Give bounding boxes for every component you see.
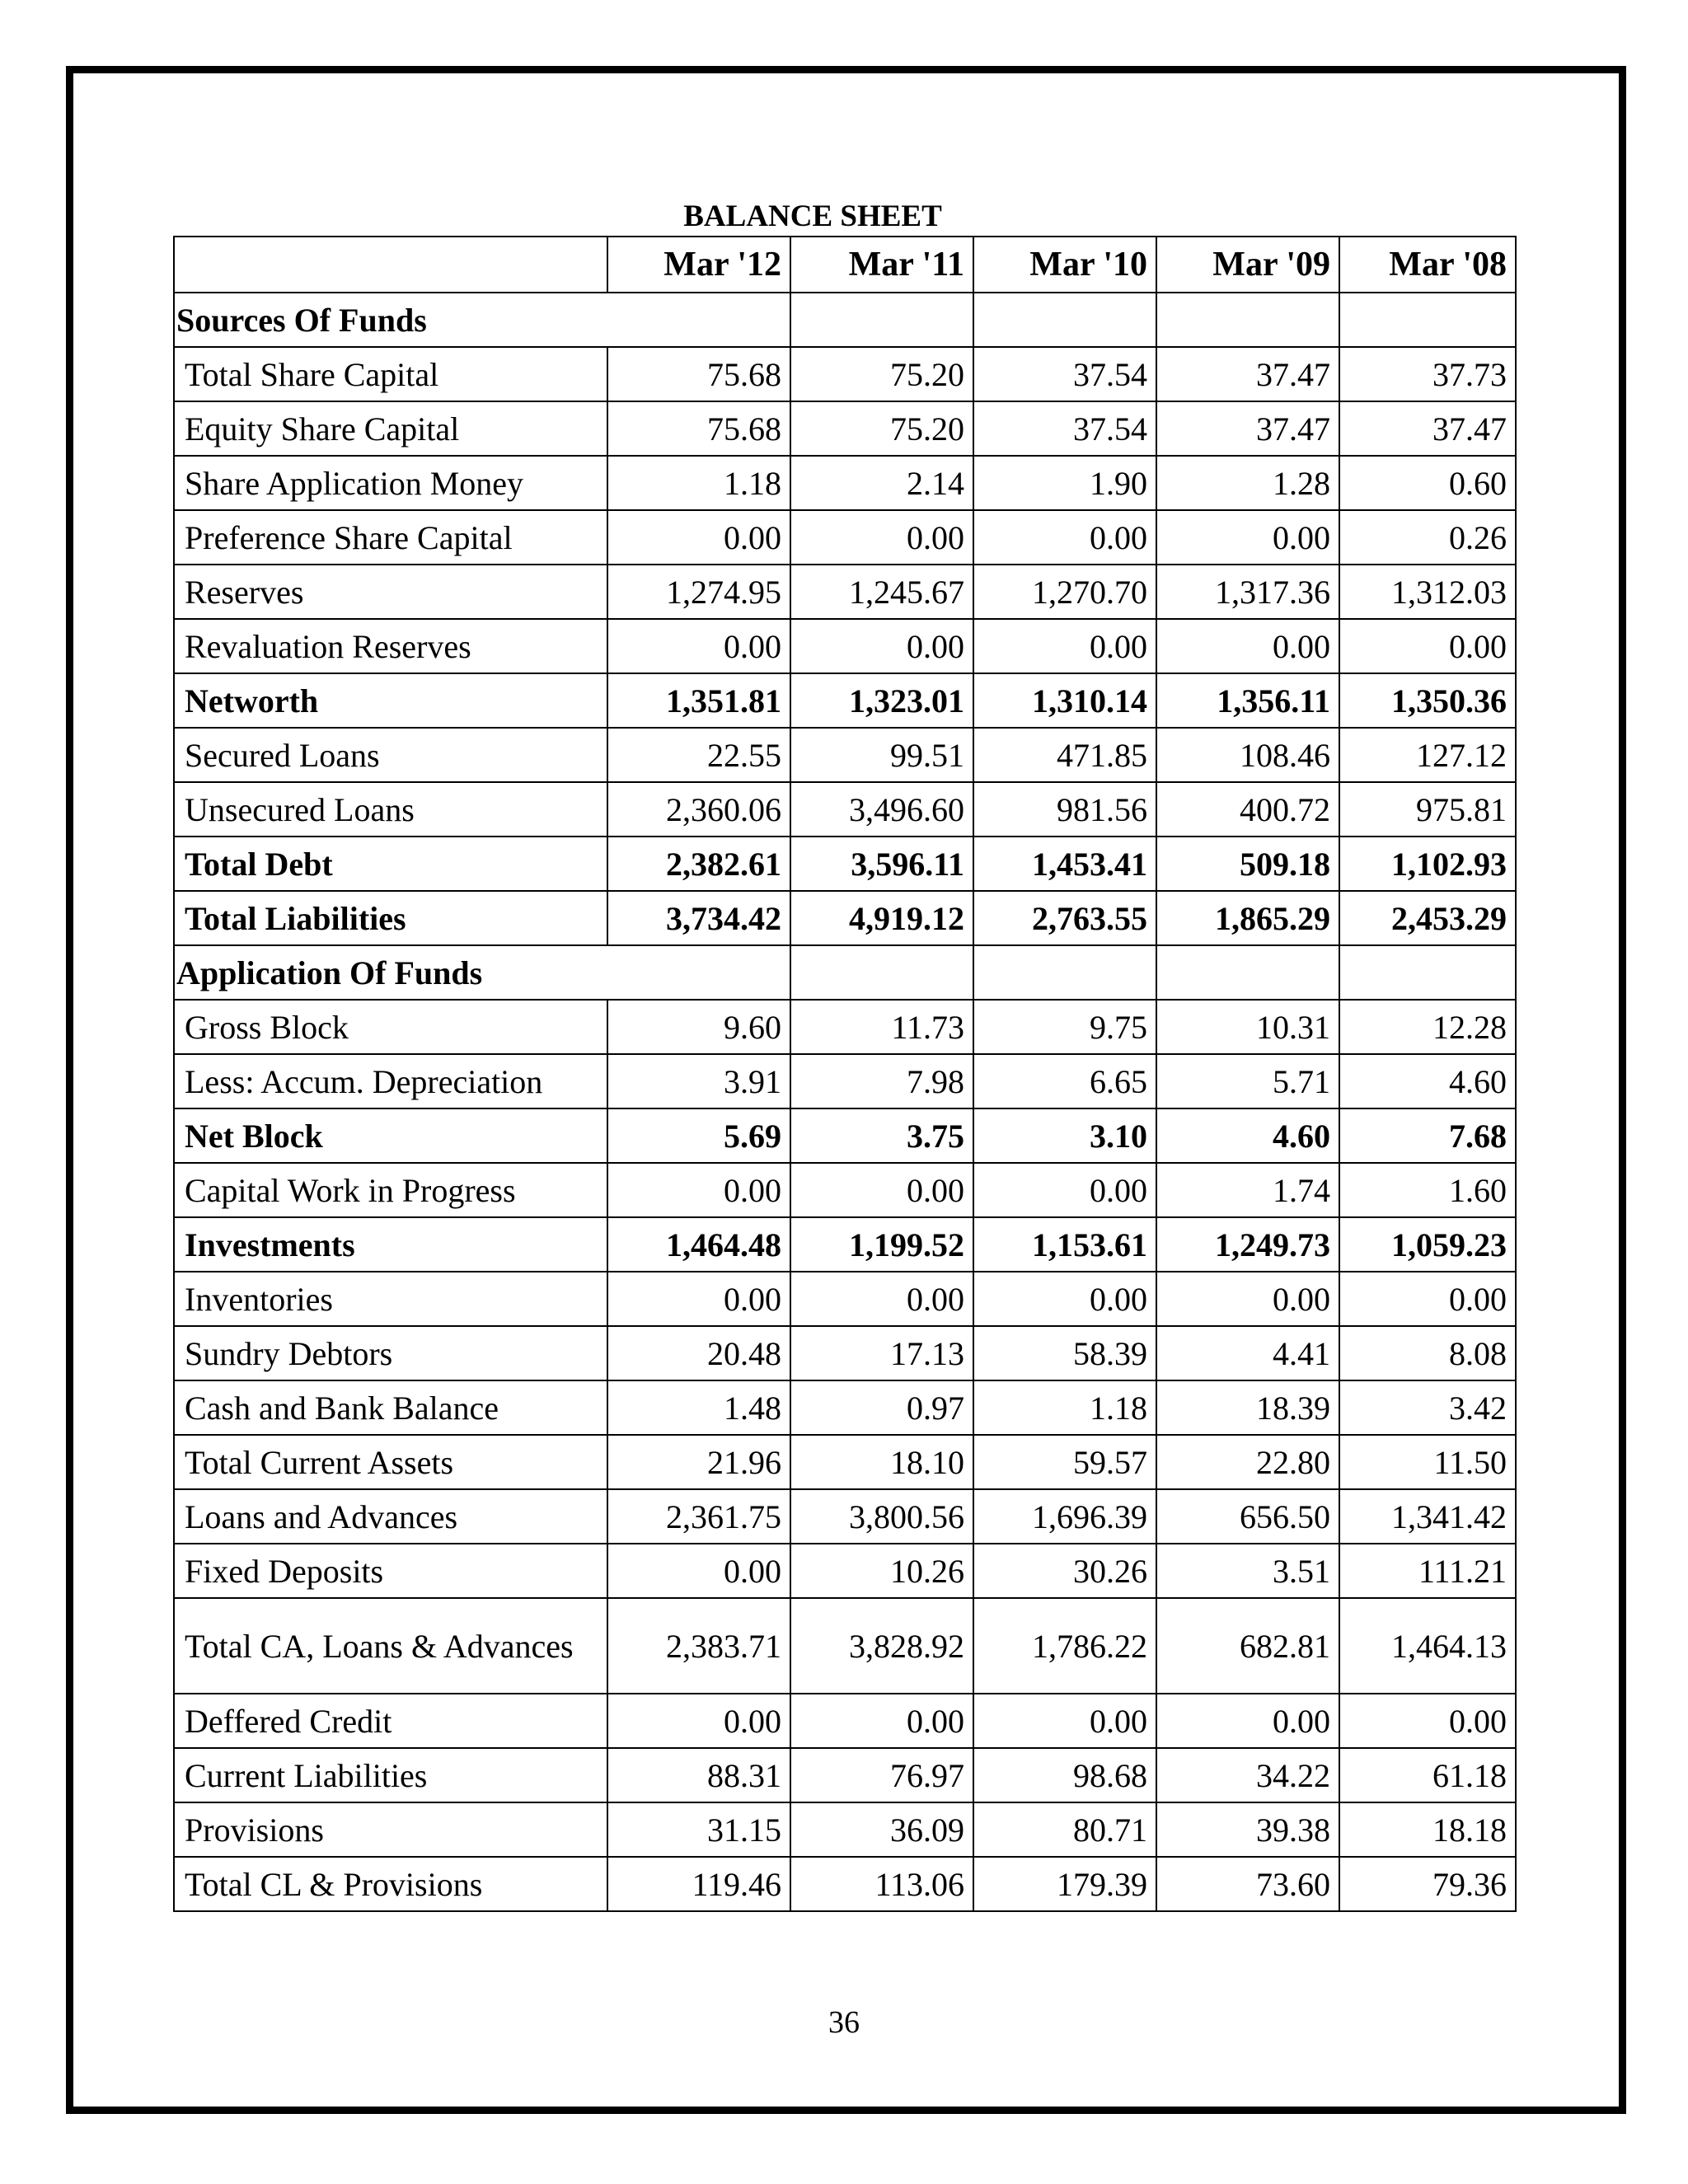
value-cell: 88.31 [607,1748,790,1802]
table-row [174,782,1516,837]
row-label: Loans and Advances [174,1489,607,1544]
value-cell: 1,199.52 [790,1217,973,1272]
table-row [174,1217,1516,1272]
value-cell: 98.68 [973,1748,1156,1802]
value-cell: 11.73 [790,1000,973,1054]
value-cell: 0.00 [1339,619,1516,673]
table-row [174,1000,1516,1054]
table-row [174,1054,1516,1108]
value-cell: 2,453.29 [1339,891,1516,945]
value-cell: 34.22 [1156,1748,1339,1802]
row-label: Equity Share Capital [174,401,607,456]
value-cell: 3,596.11 [790,837,973,891]
column-header: Mar '09 [1156,237,1339,293]
column-header: Mar '08 [1339,237,1516,293]
row-label: Share Application Money [174,456,607,510]
value-cell: 36.09 [790,1802,973,1857]
value-cell: 108.46 [1156,728,1339,782]
row-label: Total Share Capital [174,347,607,401]
value-cell: 30.26 [973,1544,1156,1598]
table-row [174,456,1516,510]
value-cell: 3.10 [973,1108,1156,1163]
value-cell: 3,734.42 [607,891,790,945]
row-label: Total CL & Provisions [174,1857,607,1911]
value-cell: 17.13 [790,1326,973,1380]
value-cell: 1,270.70 [973,565,1156,619]
value-cell: 61.18 [1339,1748,1516,1802]
value-cell: 58.39 [973,1326,1156,1380]
value-cell: 1,102.93 [1339,837,1516,891]
value-cell: 8.08 [1339,1326,1516,1380]
value-cell: 1,249.73 [1156,1217,1339,1272]
section-blank-cell [790,945,973,1000]
table-row [174,1598,1516,1694]
value-cell: 10.26 [790,1544,973,1598]
row-label: Networth [174,673,607,728]
value-cell: 3.75 [790,1108,973,1163]
column-header: Mar '11 [790,237,973,293]
value-cell: 1,786.22 [973,1598,1156,1694]
value-cell: 7.68 [1339,1108,1516,1163]
value-cell: 22.55 [607,728,790,782]
value-cell: 6.65 [973,1054,1156,1108]
page-number: 36 [828,2005,860,2040]
value-cell: 1,356.11 [1156,673,1339,728]
value-cell: 18.10 [790,1435,973,1489]
row-label: Unsecured Loans [174,782,607,837]
table-row [174,1163,1516,1217]
value-cell: 76.97 [790,1748,973,1802]
value-cell: 509.18 [1156,837,1339,891]
value-cell: 2,763.55 [973,891,1156,945]
value-cell: 1,245.67 [790,565,973,619]
row-label: Net Block [174,1108,607,1163]
value-cell: 75.68 [607,347,790,401]
value-cell: 1,274.95 [607,565,790,619]
value-cell: 0.00 [1156,510,1339,565]
row-label: Fixed Deposits [174,1544,607,1598]
value-cell: 37.47 [1156,347,1339,401]
value-cell: 0.00 [1156,1694,1339,1748]
section-row [174,293,1516,347]
row-label: Reserves [174,565,607,619]
row-label: Deffered Credit [174,1694,607,1748]
value-cell: 0.97 [790,1380,973,1435]
value-cell: 0.00 [790,619,973,673]
value-cell: 0.00 [607,510,790,565]
table-row [174,565,1516,619]
value-cell: 113.06 [790,1857,973,1911]
table-row [174,837,1516,891]
value-cell: 1,464.13 [1339,1598,1516,1694]
value-cell: 4.41 [1156,1326,1339,1380]
value-cell: 1,059.23 [1339,1217,1516,1272]
value-cell: 0.00 [790,510,973,565]
value-cell: 2,383.71 [607,1598,790,1694]
table-row [174,347,1516,401]
row-label: Revaluation Reserves [174,619,607,673]
column-header: Mar '12 [607,237,790,293]
value-cell: 1,312.03 [1339,565,1516,619]
table-row [174,510,1516,565]
value-cell: 9.75 [973,1000,1156,1054]
value-cell: 0.60 [1339,456,1516,510]
table-row [174,1326,1516,1380]
section-blank-cell [790,293,973,347]
value-cell: 79.36 [1339,1857,1516,1911]
value-cell: 20.48 [607,1326,790,1380]
value-cell: 0.00 [790,1694,973,1748]
value-cell: 12.28 [1339,1000,1516,1054]
value-cell: 0.00 [973,1694,1156,1748]
value-cell: 682.81 [1156,1598,1339,1694]
value-cell: 7.98 [790,1054,973,1108]
value-cell: 0.00 [1156,619,1339,673]
column-header: Mar '10 [973,237,1156,293]
value-cell: 1.18 [607,456,790,510]
value-cell: 0.00 [607,1272,790,1326]
row-label: Total Current Assets [174,1435,607,1489]
value-cell: 0.00 [973,1272,1156,1326]
section-row [174,945,1516,1000]
table-row [174,1802,1516,1857]
value-cell: 75.20 [790,401,973,456]
value-cell: 0.00 [973,510,1156,565]
sheet-title: BALANCE SHEET [683,199,942,233]
value-cell: 5.71 [1156,1054,1339,1108]
table-row [174,1489,1516,1544]
value-cell: 0.00 [607,619,790,673]
row-label: Cash and Bank Balance [174,1380,607,1435]
value-cell: 37.54 [973,347,1156,401]
value-cell: 18.39 [1156,1380,1339,1435]
section-blank-cell [973,293,1156,347]
value-cell: 471.85 [973,728,1156,782]
value-cell: 1,865.29 [1156,891,1339,945]
value-cell: 1,341.42 [1339,1489,1516,1544]
value-cell: 18.18 [1339,1802,1516,1857]
value-cell: 1.18 [973,1380,1156,1435]
header-row [174,237,1516,293]
value-cell: 0.00 [1339,1694,1516,1748]
value-cell: 4,919.12 [790,891,973,945]
value-cell: 9.60 [607,1000,790,1054]
value-cell: 0.00 [607,1544,790,1598]
section-blank-cell [1156,293,1339,347]
row-label: Secured Loans [174,728,607,782]
value-cell: 10.31 [1156,1000,1339,1054]
value-cell: 3.91 [607,1054,790,1108]
value-cell: 11.50 [1339,1435,1516,1489]
table-row [174,1435,1516,1489]
value-cell: 1,453.41 [973,837,1156,891]
value-cell: 127.12 [1339,728,1516,782]
value-cell: 0.00 [973,619,1156,673]
value-cell: 73.60 [1156,1857,1339,1911]
row-label: Preference Share Capital [174,510,607,565]
value-cell: 0.00 [607,1163,790,1217]
row-label: Less: Accum. Depreciation [174,1054,607,1108]
value-cell: 3.51 [1156,1544,1339,1598]
row-label: Capital Work in Progress [174,1163,607,1217]
value-cell: 656.50 [1156,1489,1339,1544]
section-blank-cell [1156,945,1339,1000]
value-cell: 0.00 [1156,1272,1339,1326]
value-cell: 3,800.56 [790,1489,973,1544]
value-cell: 0.00 [607,1694,790,1748]
row-label: Sundry Debtors [174,1326,607,1380]
value-cell: 2,361.75 [607,1489,790,1544]
value-cell: 5.69 [607,1108,790,1163]
table-row [174,891,1516,945]
section-blank-cell [1339,945,1516,1000]
table-row [174,619,1516,673]
row-label: Provisions [174,1802,607,1857]
section-blank-cell [973,945,1156,1000]
value-cell: 4.60 [1156,1108,1339,1163]
value-cell: 37.73 [1339,347,1516,401]
row-label: Current Liabilities [174,1748,607,1802]
value-cell: 3.42 [1339,1380,1516,1435]
row-label: Total Liabilities [174,891,607,945]
table-row [174,1857,1516,1911]
table-row [174,1272,1516,1326]
row-label: Investments [174,1217,607,1272]
value-cell: 75.68 [607,401,790,456]
value-cell: 37.54 [973,401,1156,456]
value-cell: 1,350.36 [1339,673,1516,728]
section-heading: Sources Of Funds [174,293,790,347]
value-cell: 1.90 [973,456,1156,510]
row-label: Gross Block [174,1000,607,1054]
row-label: Total Debt [174,837,607,891]
value-cell: 37.47 [1156,401,1339,456]
value-cell: 22.80 [1156,1435,1339,1489]
value-cell: 1,310.14 [973,673,1156,728]
balance-sheet-table [173,236,1517,1912]
table-row [174,673,1516,728]
value-cell: 0.00 [973,1163,1156,1217]
value-cell: 3,828.92 [790,1598,973,1694]
value-cell: 2.14 [790,456,973,510]
value-cell: 1,351.81 [607,673,790,728]
value-cell: 1.28 [1156,456,1339,510]
value-cell: 37.47 [1339,401,1516,456]
section-blank-cell [1339,293,1516,347]
value-cell: 111.21 [1339,1544,1516,1598]
value-cell: 0.26 [1339,510,1516,565]
value-cell: 99.51 [790,728,973,782]
header-blank [174,237,607,293]
value-cell: 4.60 [1339,1054,1516,1108]
value-cell: 3,496.60 [790,782,973,837]
value-cell: 1.48 [607,1380,790,1435]
value-cell: 2,382.61 [607,837,790,891]
row-label: Inventories [174,1272,607,1326]
value-cell: 31.15 [607,1802,790,1857]
value-cell: 0.00 [790,1272,973,1326]
value-cell: 0.00 [1339,1272,1516,1326]
value-cell: 59.57 [973,1435,1156,1489]
table-row [174,1544,1516,1598]
value-cell: 1,696.39 [973,1489,1156,1544]
value-cell: 75.20 [790,347,973,401]
value-cell: 2,360.06 [607,782,790,837]
value-cell: 1,323.01 [790,673,973,728]
value-cell: 179.39 [973,1857,1156,1911]
value-cell: 1,317.36 [1156,565,1339,619]
value-cell: 119.46 [607,1857,790,1911]
table-row [174,728,1516,782]
value-cell: 0.00 [790,1163,973,1217]
value-cell: 39.38 [1156,1802,1339,1857]
row-label: Total CA, Loans & Advances [174,1598,607,1694]
value-cell: 1,153.61 [973,1217,1156,1272]
table-row [174,1108,1516,1163]
value-cell: 400.72 [1156,782,1339,837]
value-cell: 1,464.48 [607,1217,790,1272]
value-cell: 1.60 [1339,1163,1516,1217]
section-heading: Application Of Funds [174,945,790,1000]
table-row [174,401,1516,456]
value-cell: 981.56 [973,782,1156,837]
value-cell: 1.74 [1156,1163,1339,1217]
table-row [174,1380,1516,1435]
value-cell: 21.96 [607,1435,790,1489]
table-row [174,1694,1516,1748]
value-cell: 975.81 [1339,782,1516,837]
value-cell: 80.71 [973,1802,1156,1857]
table-row [174,1748,1516,1802]
